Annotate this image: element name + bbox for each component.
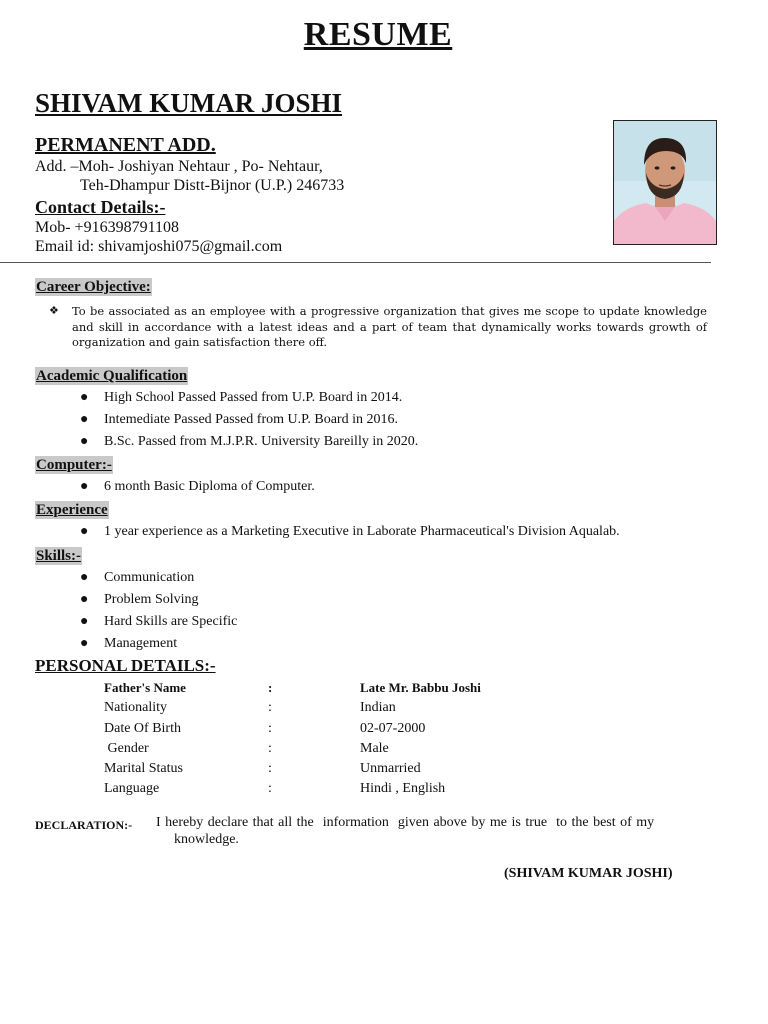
bullet-icon: ●: [80, 434, 89, 449]
address-line-2: Teh-Dhampur Distt-Bijnor (U.P.) 246733: [80, 177, 345, 194]
experience-heading: Experience: [36, 502, 108, 518]
career-objective-heading: Career Objective:: [36, 279, 151, 295]
list-item: ● Management: [0, 633, 237, 655]
mobile-number: Mob- +916398791108: [35, 219, 179, 236]
table-row: [104, 781, 481, 801]
bullet-icon: ●: [80, 614, 89, 629]
person-photo-icon: [614, 121, 716, 244]
computer-list: [0, 476, 315, 498]
detail-value: Male: [360, 740, 389, 756]
bullet-icon: ●: [80, 524, 89, 539]
skills-list: [0, 567, 237, 655]
diamond-bullet-icon: ❖: [49, 305, 59, 317]
academic-qualification-heading: Academic Qualification: [36, 368, 188, 384]
personal-details-heading: PERSONAL DETAILS:-: [35, 656, 216, 675]
bullet-icon: ●: [80, 412, 89, 427]
detail-separator: :: [268, 680, 273, 695]
profile-photo: [613, 120, 717, 245]
email-address: Email id: shivamjoshi075@gmail.com: [35, 238, 283, 255]
table-row: [104, 721, 481, 741]
declaration-text-line-2: knowledge.: [174, 832, 239, 847]
detail-separator: :: [268, 761, 272, 777]
detail-value: Hindi , English: [360, 781, 446, 797]
list-item: ● B.Sc. Passed from M.J.P.R. University Bareilly in 2020.: [0, 431, 418, 453]
detail-value: 02-07-2000: [360, 720, 426, 736]
detail-key: Date Of Birth: [104, 720, 181, 736]
bullet-icon: ●: [80, 479, 89, 494]
contact-details-heading: Contact Details:-: [35, 197, 166, 217]
experience-list: [0, 521, 620, 543]
list-item: ● 6 month Basic Diploma of Computer.: [0, 476, 315, 498]
bullet-icon: ●: [80, 592, 89, 607]
bullet-icon: ●: [80, 390, 89, 405]
table-row: [104, 700, 481, 720]
list-item: ● Communication: [0, 567, 237, 589]
detail-value: Late Mr. Babbu Joshi: [360, 680, 481, 695]
list-item: ● Intemediate Passed Passed from U.P. Board in 2016.: [0, 409, 418, 431]
header-divider: [0, 262, 711, 263]
detail-separator: :: [268, 740, 272, 756]
detail-key: Nationality: [104, 700, 167, 716]
computer-heading: Computer:-: [36, 457, 112, 473]
bullet-icon: ●: [80, 570, 89, 585]
detail-separator: :: [268, 781, 272, 797]
detail-key: Language: [104, 781, 160, 797]
table-row: [104, 680, 481, 700]
declaration-label: DECLARATION:-: [35, 818, 133, 832]
career-objective-text: To be associated as an employee with a progressive organization that gives me scope to update knowledge and skill in accordance with a latest ideas and a part of team that dynamically works towards growth of organization and gain satisfaction there off.: [72, 304, 707, 349]
personal-details-table: [104, 680, 481, 802]
detail-separator: :: [268, 700, 272, 716]
list-item: ● Hard Skills are Specific: [0, 611, 237, 633]
resume-title: RESUME: [303, 16, 453, 53]
table-row: [104, 741, 481, 761]
declaration-text-line-1: I hereby declare that all the information given above by me is true to the best of my: [156, 815, 655, 830]
list-item: ● High School Passed Passed from U.P. Board in 2014.: [0, 387, 418, 409]
academic-list: [0, 387, 418, 453]
candidate-name: SHIVAM KUMAR JOSHI: [35, 88, 343, 118]
detail-value: Indian: [360, 700, 396, 716]
list-item: ● 1 year experience as a Marketing Executive in Laborate Pharmaceutical's Division Aqualab.: [0, 521, 620, 543]
permanent-address-heading: PERMANENT ADD.: [35, 134, 216, 156]
address-line-1: Add. –Moh- Joshiyan Nehtaur , Po- Nehtaur,: [35, 158, 323, 175]
bullet-icon: ●: [80, 636, 89, 651]
detail-key: Marital Status: [104, 761, 183, 777]
detail-key: Gender: [104, 740, 149, 756]
detail-separator: :: [268, 720, 272, 736]
table-row: [104, 761, 481, 781]
skills-heading: Skills:-: [36, 548, 82, 564]
detail-value: Unmarried: [360, 761, 421, 777]
signature-name: (SHIVAM KUMAR JOSHI): [504, 866, 673, 881]
detail-key: Father's Name: [104, 680, 186, 695]
list-item: ● Problem Solving: [0, 589, 237, 611]
